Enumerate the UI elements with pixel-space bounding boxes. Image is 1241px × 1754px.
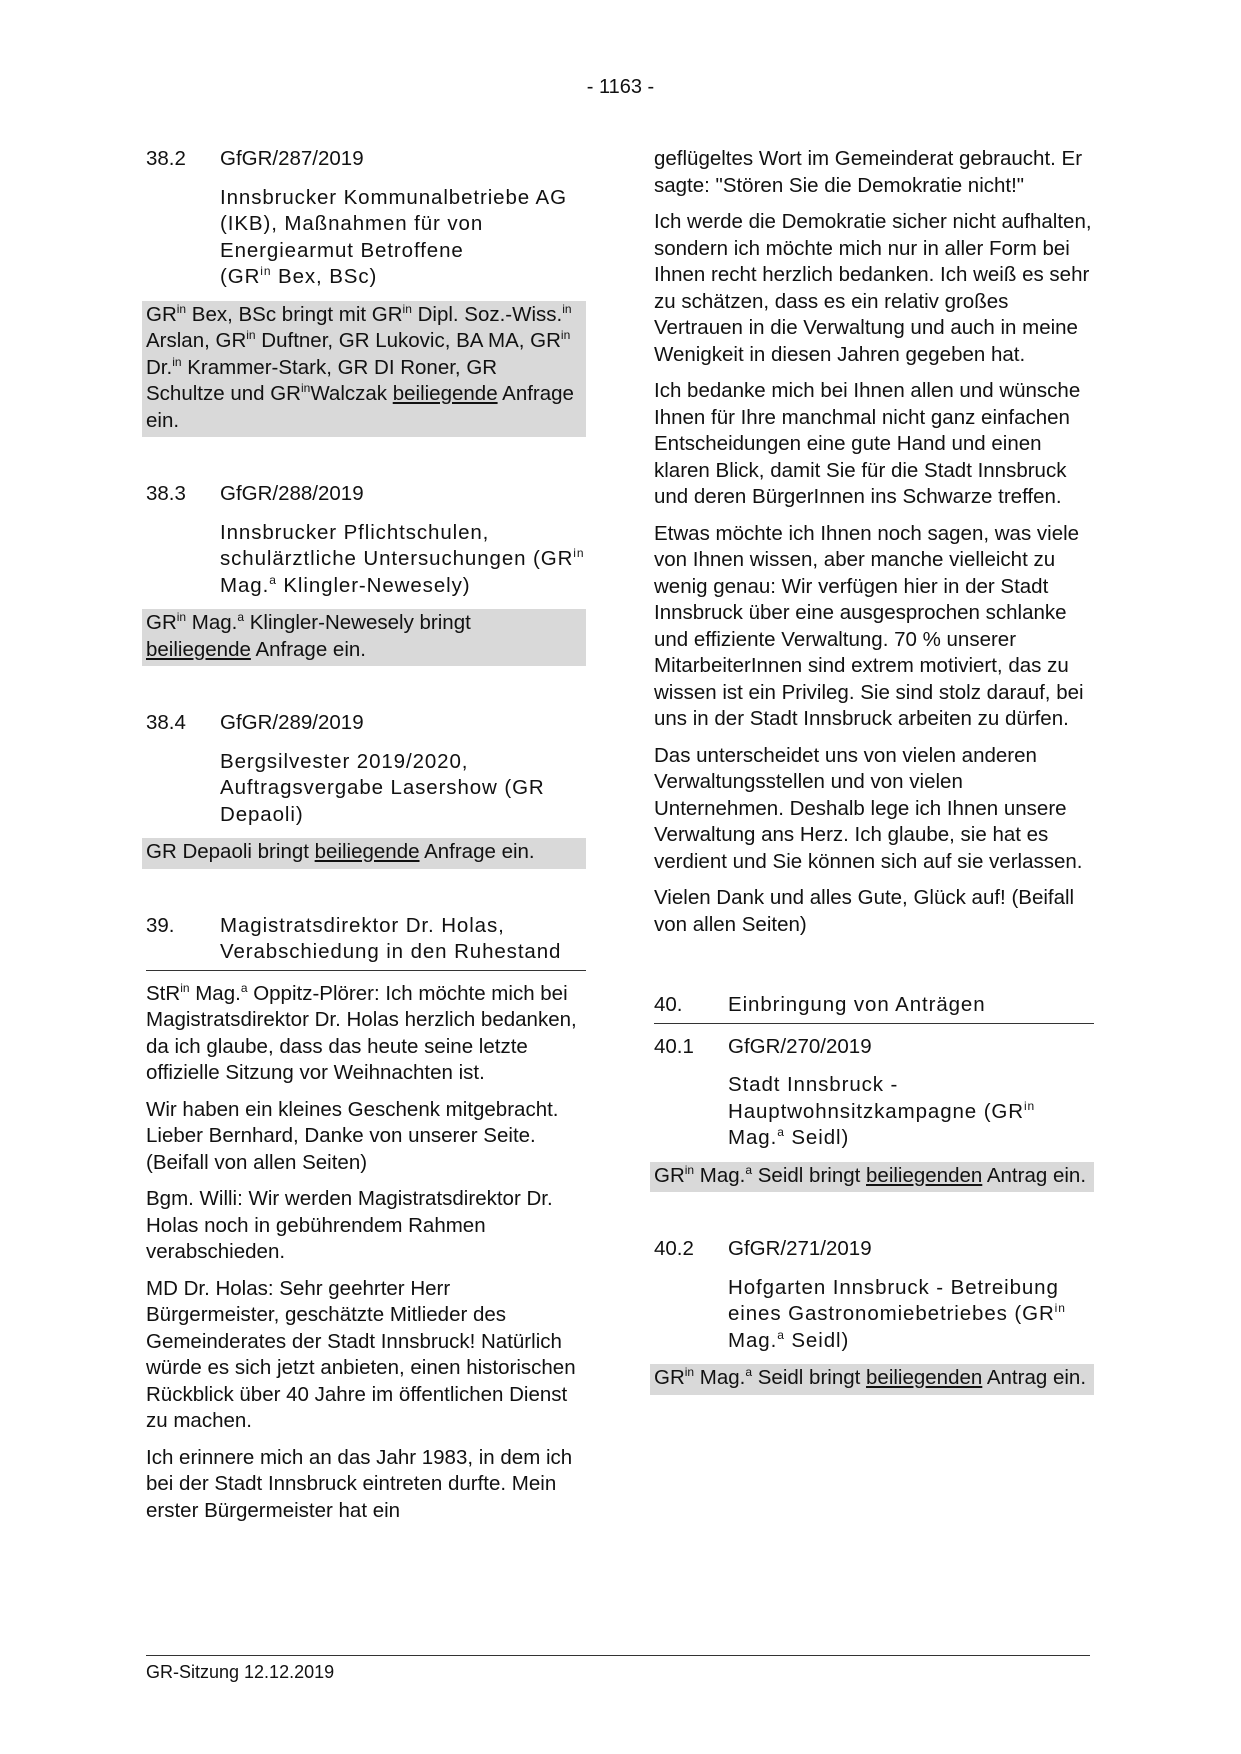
motion-note	[650, 1364, 1094, 1395]
note-sup: a	[745, 1365, 753, 1380]
paragraph: Bgm. Willi: Wir werden Magistratsdirektor Dr. Holas noch in gebührendem Rahmen verabschieden.	[146, 1187, 553, 1263]
item-header	[146, 913, 586, 971]
paragraph: Das unterscheidet uns von vielen anderen Verwaltungsstellen und von vielen Unternehmen. Deshalb lege ich Ihnen unsere Verwaltung ans Herz. Ich glaube, sie hat es verdient und Sie können sich auf sie verlassen.	[654, 743, 1083, 873]
item-title	[728, 1072, 1094, 1152]
note-text: Anfrage ein.	[419, 840, 535, 863]
note-text: GR Depaoli bringt	[146, 840, 315, 863]
note-sup: a	[237, 610, 245, 625]
title-text: Mag.	[220, 573, 270, 597]
title-sup: a	[269, 572, 277, 587]
note-sup: in	[562, 301, 572, 316]
agenda-item-40-2	[654, 1236, 1094, 1395]
item-header	[146, 481, 586, 508]
item-title: Magistratsdirektor Dr. Holas, Verabschiedung in den Ruhestand	[220, 913, 562, 963]
motion-note	[650, 1162, 1094, 1193]
item-number: 39.	[146, 913, 175, 937]
title-text: Seidl)	[784, 1328, 850, 1352]
spacer	[654, 948, 1094, 992]
attachment-link[interactable]: beiliegenden	[866, 1366, 983, 1389]
item-code: GfGR/289/2019	[220, 711, 364, 734]
note-text: Walczak	[310, 382, 393, 405]
agenda-item-40-1	[654, 1034, 1094, 1193]
note-text: Seidl bringt	[752, 1163, 867, 1187]
paragraph	[146, 981, 586, 1087]
note-text: Bex, BSc bringt mit GR	[186, 302, 403, 326]
agenda-item-38-3	[146, 481, 586, 666]
title-sup: in	[1054, 1301, 1066, 1316]
note-text: Dr.	[146, 355, 173, 379]
item-number: 38.2	[146, 147, 186, 170]
item-header	[654, 1034, 1094, 1061]
paragraph: geflügeltes Wort im Gemeinderat gebraucht. Er sagte: "Stören Sie die Demokratie nicht!"	[654, 147, 1083, 197]
item-header	[146, 146, 586, 173]
paragraph: Ich werde die Demokratie sicher nicht aufhalten, sondern ich möchte mich nur in aller Form bei Ihnen recht herzlich bedanken. Ich weiß es sehr zu schätzen, dass es ein relativ großes Vertrauen in die Verwaltung und auch in meine Wenigkeit in diesen Jahren gegeben hat.	[654, 210, 1092, 366]
title-text: Bex, BSc)	[271, 265, 378, 288]
note-text: Arslan, GR	[146, 329, 247, 352]
page-footer: GR-Sitzung 12.12.2019	[146, 1655, 1090, 1683]
spacer	[146, 869, 586, 913]
title-text: Innsbrucker Kommunalbetriebe AG (IKB), Maßnahmen für von Energiearmut Betroffene	[220, 185, 567, 262]
paragraph: Wir haben ein kleines Geschenk mitgebracht. Lieber Bernhard, Danke von unserer Seite. (Beifall von allen Seiten)	[146, 1097, 559, 1174]
motion-note	[142, 838, 586, 869]
title-sup: a	[777, 1125, 785, 1140]
agenda-item-38-4	[146, 710, 586, 869]
paragraph: MD Dr. Holas: Sehr geehrter Herr Bürgermeister, geschätzte Mitlieder des Gemeinderates der Stadt Innsbruck! Natürlich würde es sich jetzt anbieten, einen historischen Rückblick über 40 Jahre im öffentlichen Dienst zu machen.	[146, 1276, 576, 1432]
attachment-link[interactable]: beiliegende	[146, 637, 251, 661]
note-text: Mag.	[694, 1366, 746, 1389]
agenda-item-40	[654, 992, 1094, 1024]
note-text: Antrag ein.	[982, 1163, 1087, 1187]
note-sup: in	[176, 610, 187, 625]
attachment-link[interactable]: beiliegende	[392, 382, 498, 405]
item-code: GfGR/288/2019	[220, 482, 364, 505]
note-text: Anfrage ein.	[250, 637, 366, 661]
title-text: Seidl)	[784, 1126, 850, 1149]
item-header	[146, 710, 586, 737]
left-column	[146, 146, 586, 1534]
title-text: Stadt Innsbruck - Hauptwohnsitzkampagne (GR	[728, 1073, 1024, 1123]
item-number: 40.2	[654, 1237, 694, 1260]
note-sup: in	[172, 354, 182, 369]
note-text: Klingler-Newesely bringt	[244, 611, 471, 634]
spacer	[146, 666, 586, 710]
item-number: 38.3	[146, 482, 186, 505]
title-sup: in	[1023, 1098, 1036, 1113]
paragraph: Ich bedanke mich bei Ihnen allen und wünsche Ihnen für Ihre manchmal nicht ganz einfachen Entscheidungen eine gute Hand und einen klaren Blick, damit Sie für die Stadt Innsbruck und deren BürgerInnen ins Schwarze treffen.	[654, 379, 1081, 508]
note-text: Anfrage ein.	[146, 382, 574, 432]
attachment-link[interactable]: beiliegenden	[866, 1163, 983, 1187]
motion-note	[142, 609, 586, 666]
spacer	[146, 437, 586, 481]
note-text: Seidl bringt	[752, 1366, 867, 1389]
note-sup: in	[176, 301, 187, 316]
note-text: Mag.	[694, 1163, 746, 1187]
title-text: (GR	[220, 265, 261, 288]
item-code: GfGR/270/2019	[728, 1034, 872, 1058]
para-text: Mag.	[189, 981, 241, 1005]
note-text: GR	[146, 302, 177, 326]
note-text: Mag.	[186, 611, 238, 634]
note-sup: in	[684, 1162, 695, 1177]
title-sup: in	[260, 264, 272, 279]
note-sup: in	[684, 1365, 695, 1380]
para-text: Oppitz-Plörer: Ich möchte mich bei Magistratsdirektor Dr. Holas herzlich bedanken, da ich glaube, dass das heute seine letzte offizielle Sitzung vor Weihnachten ist.	[146, 981, 577, 1084]
para-sup: in	[180, 980, 190, 995]
title-text: Innsbrucker Pflichtschulen, schulärztliche Untersuchungen (GR	[220, 520, 574, 570]
page-number: - 1163 -	[586, 76, 655, 98]
item-number: 40.1	[654, 1034, 694, 1058]
title-sup: a	[777, 1327, 785, 1342]
paragraph: Ich erinnere mich an das Jahr 1983, in dem ich bei der Stadt Innsbruck eintreten durfte. Mein erster Bürgermeister hat ein	[146, 1445, 573, 1522]
motion-note	[142, 301, 586, 438]
title-text: Hofgarten Innsbruck - Betreibung eines Gastronomiebetriebes (GR	[728, 1275, 1059, 1325]
note-text: GR	[654, 1163, 685, 1187]
note-text: Duftner, GR Lukovic, BA MA, GR	[255, 329, 561, 352]
note-sup: in	[300, 381, 311, 396]
note-text: Antrag ein.	[982, 1366, 1087, 1389]
note-text: Dipl. Soz.-Wiss.	[411, 302, 563, 326]
title-sup: in	[573, 546, 585, 561]
item-title: Bergsilvester 2019/2020, Auftragsvergabe Lasershow (GR Depaoli)	[220, 749, 545, 826]
note-text: GR	[146, 611, 177, 634]
item-title	[220, 520, 586, 600]
agenda-item-39	[146, 913, 586, 1525]
note-sup: in	[246, 328, 256, 343]
item-title	[728, 1275, 1094, 1355]
item-title: Einbringung von Anträgen	[728, 993, 986, 1016]
note-sup: a	[745, 1162, 753, 1177]
paragraph: Etwas möchte ich Ihnen noch sagen, was viele von Ihnen wissen, aber manche vielleicht zu wenig genau: Wir verfügen hier in der Stadt Innsbruck über eine ausgesprochen schlanke und effiziente Verwaltung. 70 % unserer MitarbeiterInnen sind extrem motiviert, das zu wissen ist ein Privileg. Sie sind stolz darauf, bei uns in der Stadt Innsbruck arbeiten zu dürfen.	[654, 521, 1084, 730]
item-number: 38.4	[146, 711, 186, 734]
title-text: Mag.	[728, 1328, 778, 1352]
item-header	[654, 1236, 1094, 1263]
note-text: GR	[654, 1366, 685, 1389]
note-text: Krammer-Stark, GR DI Roner, GR Schultze und GR	[146, 355, 498, 405]
item-code: GfGR/287/2019	[220, 147, 364, 170]
note-sup: in	[402, 301, 412, 316]
item-title	[220, 185, 586, 291]
note-sup: in	[560, 328, 571, 343]
spacer	[654, 1192, 1094, 1236]
attachment-link[interactable]: beiliegende	[314, 840, 420, 863]
paragraph: Vielen Dank und alles Gute, Glück auf! (Beifall von allen Seiten)	[654, 886, 1075, 936]
title-text: Klingler-Newesely)	[276, 573, 471, 597]
item-number: 40.	[654, 993, 683, 1016]
right-column	[654, 146, 1094, 1395]
para-text: StR	[146, 981, 181, 1005]
item-header	[654, 992, 1094, 1024]
title-text: Mag.	[728, 1126, 778, 1149]
item-code: GfGR/271/2019	[728, 1237, 872, 1260]
para-sup: a	[240, 980, 248, 995]
agenda-item-38-2	[146, 146, 586, 437]
